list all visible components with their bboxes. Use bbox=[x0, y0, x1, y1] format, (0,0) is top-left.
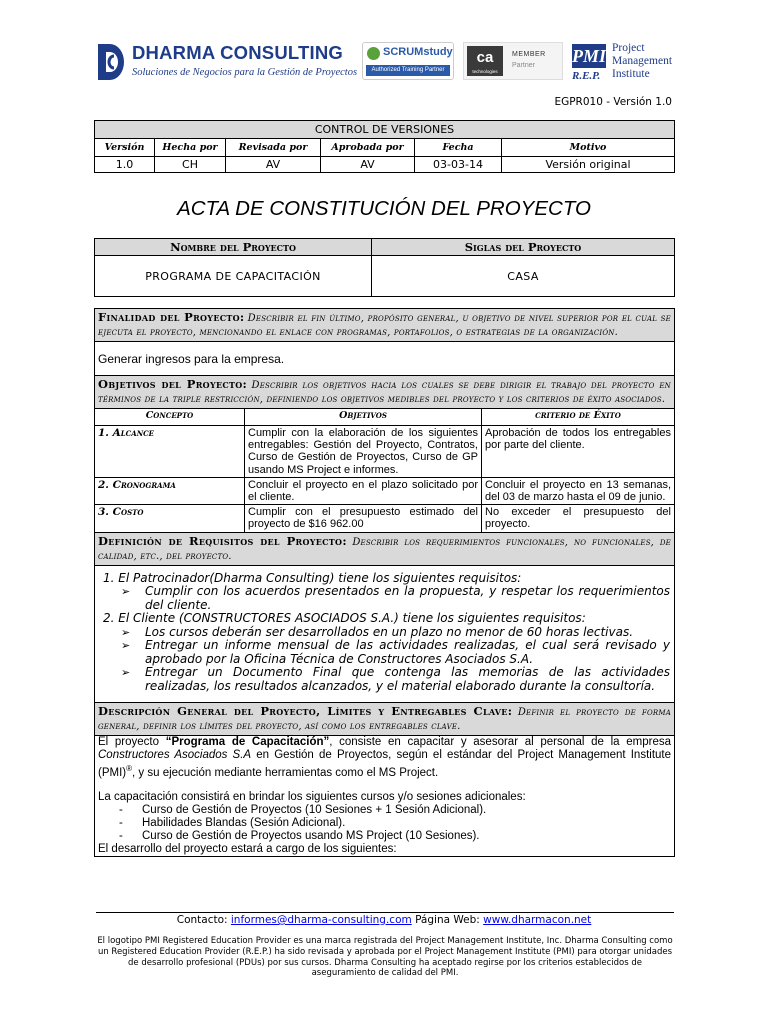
project-acronym-value: CASA bbox=[372, 256, 675, 297]
concept-schedule: 2. Cronograma bbox=[95, 477, 245, 504]
made-by-value: CH bbox=[155, 157, 226, 173]
company-name: DHARMA CONSULTING bbox=[132, 42, 343, 63]
list-item: - Curso de Gestión de Proyectos usando MS Project (10 Sesiones). bbox=[98, 830, 671, 843]
contact-label: Contacto: bbox=[176, 914, 231, 926]
col-success-criteria: criterio de Éxito bbox=[482, 409, 675, 426]
objectives-hint: Describir los objetivos hacia los cuales se debe dirigir el trabajo del proyecto en términos de la triple restricción, definiendo los objetivos medibles del proyecto y los criterios de éxito asociados. bbox=[98, 380, 671, 405]
pmi-text: Project Management Institute bbox=[612, 42, 673, 80]
scrum-circle-icon bbox=[367, 47, 380, 60]
col-made-by: Hecha por bbox=[155, 139, 226, 157]
description-paragraph-2: La capacitación consistirá en brindar los siguientes cursos y/o sesiones adicionales: bbox=[98, 791, 526, 804]
col-reason: Motivo bbox=[502, 139, 675, 157]
objectives-section-header bbox=[95, 376, 675, 409]
pmi-mark-icon: PMI bbox=[572, 46, 607, 66]
description-paragraph-3: El desarrollo del proyecto estará a cargo de los siguientes: bbox=[98, 843, 397, 856]
objective-cost: Cumplir con el presupuesto estimado del proyecto de $16 962.00 bbox=[245, 505, 482, 532]
description-hint: Definir el proyecto de forma general, definir los límites del proyecto, así como los entregables clave. bbox=[98, 706, 671, 732]
dharma-logo-icon bbox=[96, 42, 126, 82]
description-heading: Descripción General del Proyecto, Límites y Entregables Clave: bbox=[98, 703, 513, 718]
requirements-item-2: 2. El Cliente (CONSTRUCTORES ASOCIADOS S.A.) tiene los siguientes requisitos: bbox=[103, 611, 586, 626]
ca-member-label: MEMBER bbox=[512, 51, 546, 58]
registered-mark: ® bbox=[126, 763, 133, 773]
concept-cost: 3. Costo bbox=[95, 505, 245, 532]
col-concept: Concepto bbox=[95, 409, 245, 426]
requirements-heading: Definición de Requisitos del Proyecto: bbox=[98, 533, 347, 548]
reason-value: Versión original bbox=[502, 157, 675, 173]
table-row bbox=[95, 505, 675, 532]
company-tagline: Soluciones de Negocios para la Gestión de Proyectos bbox=[132, 67, 358, 78]
purpose-text: Generar ingresos para la empresa. bbox=[95, 342, 675, 376]
web-label: Página Web: bbox=[411, 914, 484, 926]
pmi-rep-label: R.E.P. bbox=[572, 70, 601, 82]
list-item: - Curso de Gestión de Proyectos (10 Sesiones + 1 Sesión Adicional). bbox=[98, 804, 671, 817]
footer-contact bbox=[0, 914, 768, 926]
objective-schedule: Concluir el proyecto en el plazo solicitado por el cliente. bbox=[245, 477, 482, 504]
version-table-caption: CONTROL DE VERSIONES bbox=[95, 121, 675, 139]
footer-divider bbox=[96, 912, 674, 913]
pmi-rep-logo bbox=[572, 42, 682, 90]
email-link[interactable]: informes@dharma-consulting.com bbox=[230, 914, 412, 926]
document-code: EGPR010 - Versión 1.0 bbox=[554, 96, 672, 108]
requirements-item-1: 1. El Patrocinador(Dharma Consulting) tiene los siguientes requisitos: bbox=[103, 570, 522, 585]
ca-mark-sub: technologies bbox=[472, 69, 498, 74]
reviewed-by-value: AV bbox=[226, 157, 321, 173]
project-name-value: PROGRAMA DE CAPACITACIÓN bbox=[95, 256, 372, 297]
approved-by-value: AV bbox=[321, 157, 415, 173]
dharma-consulting-logo bbox=[96, 40, 358, 88]
list-item: - Habilidades Blandas (Sesión Adicional). bbox=[98, 817, 671, 830]
list-item: ➢ Los cursos deberán ser desarrollados en un plazo no menor de 60 horas lectivas. bbox=[121, 626, 670, 640]
col-reviewed-by: Revisada por bbox=[226, 139, 321, 157]
scrum-logo-title: SCRUMstudy bbox=[383, 46, 453, 58]
desc-text: , consiste en capacitar y asesorar al personal de la empresa bbox=[329, 735, 671, 748]
desc-text: El proyecto bbox=[98, 735, 166, 748]
project-acronym-header: Siglas del Proyecto bbox=[372, 239, 675, 256]
desc-client-name: Constructores Asociados S.A bbox=[98, 748, 252, 761]
description-body bbox=[95, 735, 675, 857]
objective-scope: Cumplir con la elaboración de los siguientes entregables: Gestión del Proyecto, Contratos, Curso de Gestión de Proyectos, Curso de GP usando MS Project e informes. bbox=[245, 426, 482, 478]
criteria-schedule: Concluir el proyecto en 13 semanas, del 03 de marzo hasta el 09 de junio. bbox=[482, 477, 675, 504]
version-control-table bbox=[94, 120, 675, 173]
list-item: ➢ Entregar un informe mensual de las actividades realizadas, el cual será revisado y aprobado por la Oficina Técnica de Constructores Asociados S.A. bbox=[121, 639, 670, 666]
website-link[interactable]: www.dharmacon.net bbox=[483, 914, 592, 926]
desc-text: , y su ejecución mediante herramientas como el MS Project. bbox=[132, 766, 439, 779]
table-row bbox=[95, 477, 675, 504]
footer-legal-text: El logotipo PMI Registered Education Provider es una marca registrada del Project Management Institute, Inc. Dharma Consulting como un Registered Education Provider (R.E.P.) ha sido revisada y aprobada por el Project Management Institute (PMI) para otorgar unidades de desarrollo profesional (PDUs) por sus cursos. Dharma Consulting ha aceptado regirse por los criterios establecidos de aseguramiento de calidad del PMI. bbox=[97, 936, 673, 979]
requirements-body bbox=[95, 565, 675, 702]
col-objectives: Objetivos bbox=[245, 409, 482, 426]
scrumstudy-logo bbox=[362, 42, 454, 80]
project-charter-table bbox=[94, 308, 675, 857]
col-date: Fecha bbox=[415, 139, 502, 157]
requirements-section-header bbox=[95, 532, 675, 565]
purpose-section-header bbox=[95, 309, 675, 342]
project-name-table bbox=[94, 238, 675, 297]
purpose-hint: Describir el fin último, propósito general, u objetivo de nivel superior por el cual se ejecuta el proyecto, mencionando el enlace con programas, portafolios, o estrategias de la organización. bbox=[98, 313, 671, 338]
table-row bbox=[95, 157, 675, 173]
date-value: 03-03-14 bbox=[415, 157, 502, 173]
objectives-heading: Objetivos del Proyecto: bbox=[98, 377, 248, 391]
list-item: ➢ Cumplir con los acuerdos presentados en la propuesta, y respetar los requerimientos del cliente. bbox=[121, 585, 670, 612]
table-row bbox=[95, 426, 675, 478]
list-item: ➢ Entregar un Documento Final que contenga las memorias de las actividades realizadas, los resultados alcanzados, y el material elaborado durante la consultoría. bbox=[121, 666, 670, 693]
col-version: Versión bbox=[95, 139, 155, 157]
project-name-header: Nombre del Proyecto bbox=[95, 239, 372, 256]
description-section-header bbox=[95, 702, 675, 735]
criteria-cost: No exceder el presupuesto del proyecto. bbox=[482, 505, 675, 532]
document-title: ACTA DE CONSTITUCIÓN DEL PROYECTO bbox=[177, 197, 591, 220]
scrum-logo-sub: Authorized Training Partner bbox=[366, 65, 450, 76]
ca-mark-text: ca bbox=[476, 49, 494, 66]
description-paragraph-1 bbox=[98, 736, 671, 780]
version-value: 1.0 bbox=[95, 157, 155, 173]
criteria-scope: Aprobación de todos los entregables por parte del cliente. bbox=[482, 426, 675, 478]
ca-partner-label: Partner bbox=[512, 62, 535, 69]
ca-partner-logo bbox=[463, 42, 563, 80]
requirements-hint: Describir los requerimientos funcionales, no funcionales, de calidad, etc., del proyecto. bbox=[98, 536, 671, 562]
ca-mark-icon bbox=[467, 46, 503, 76]
col-approved-by: Aprobada por bbox=[321, 139, 415, 157]
purpose-heading: Finalidad del Proyecto: bbox=[98, 310, 245, 324]
concept-scope: 1. Alcance bbox=[95, 426, 245, 478]
desc-text: en Gestión de Proyectos, según el estándar del Project Management Institute (PMI) bbox=[98, 748, 671, 779]
desc-program-name: “Programa de Capacitación” bbox=[165, 735, 330, 748]
